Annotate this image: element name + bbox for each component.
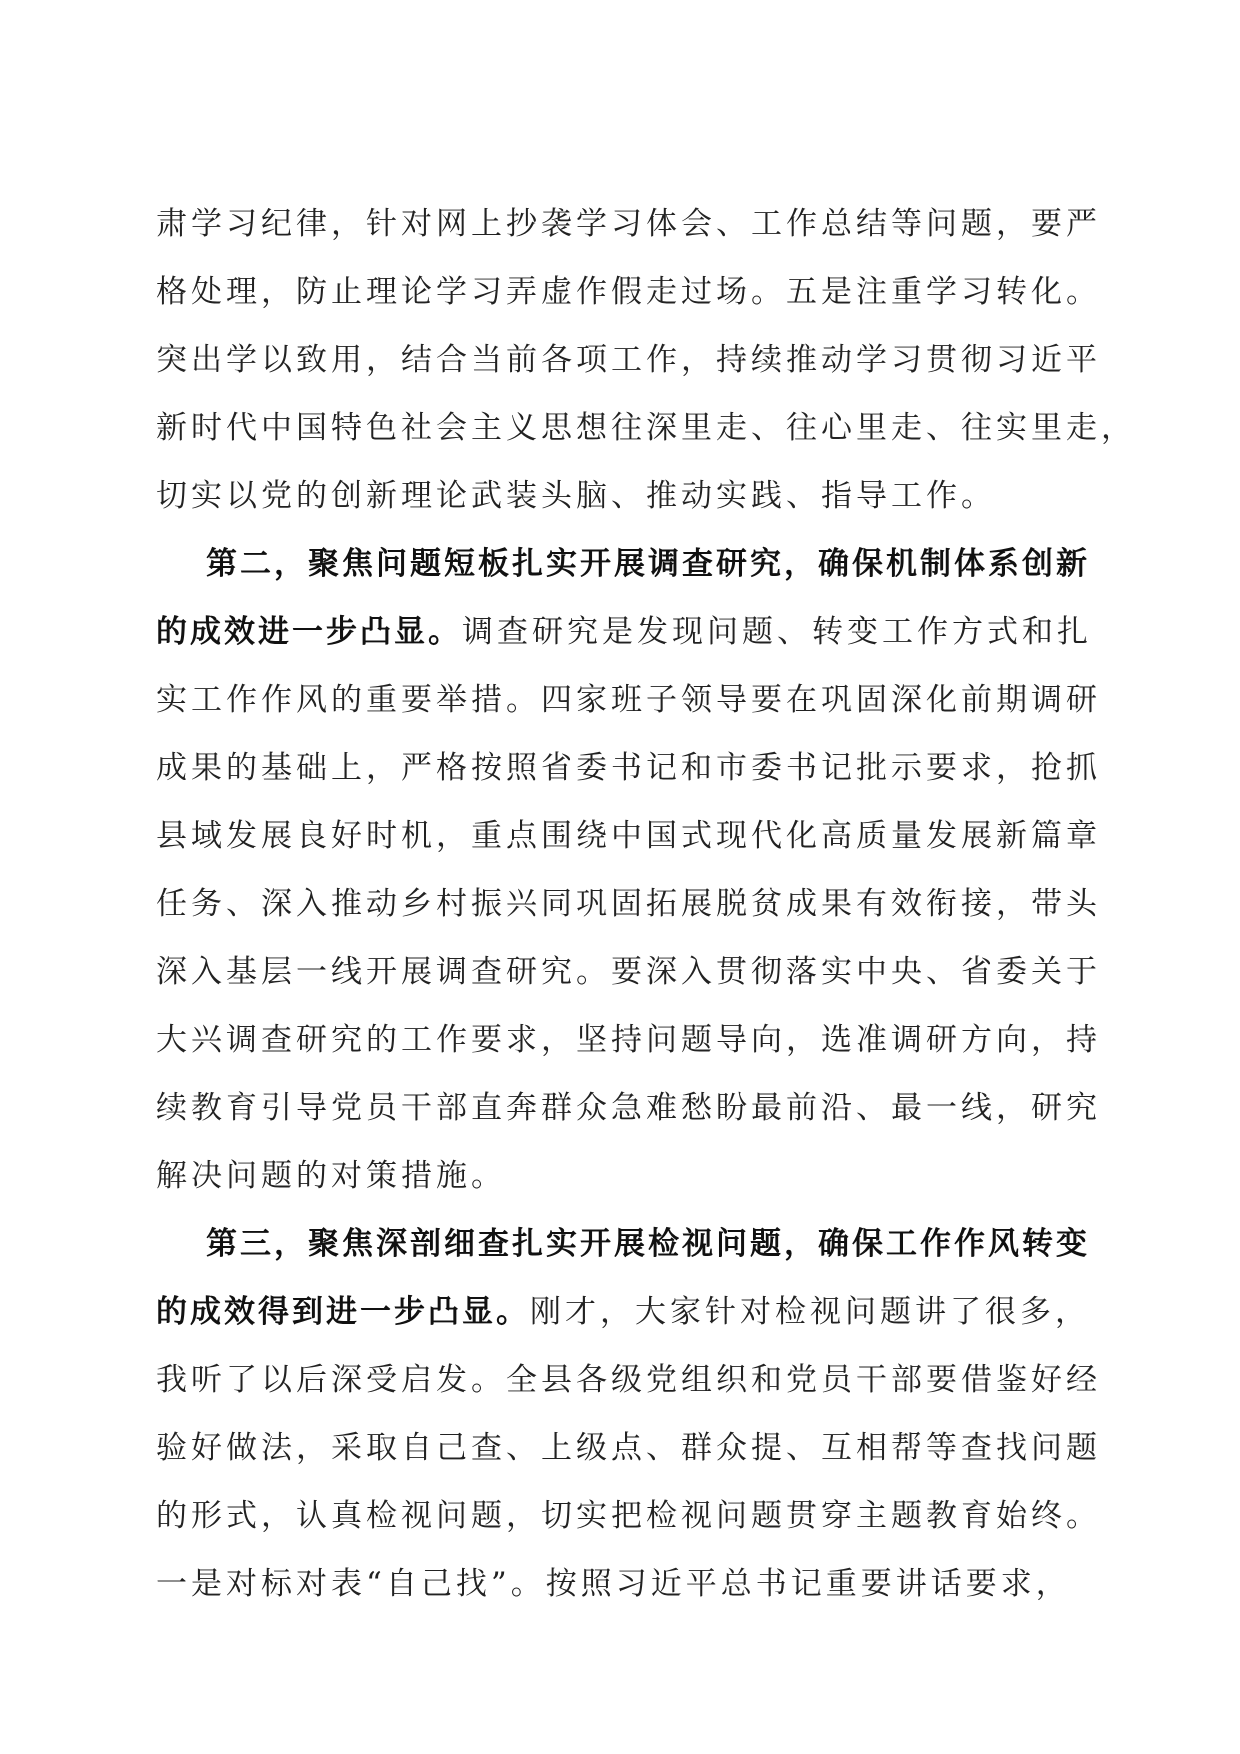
body-line: 肃学习纪律，针对网上抄袭学习体会、工作总结等问题，要严 xyxy=(156,206,1101,242)
section-3-heading-continuation xyxy=(156,1278,1090,1346)
body-line: 实工作作风的重要举措。四家班子领导要在巩固深化前期调研 xyxy=(156,682,1101,718)
body-line: 成果的基础上，严格按照省委书记和市委书记批示要求，抢抓 xyxy=(156,750,1101,786)
body-line: 格处理，防止理论学习弄虚作假走过场。五是注重学习转化。 xyxy=(156,274,1101,310)
body-line: 深入基层一线开展调查研究。要深入贯彻落实中央、省委关于 xyxy=(156,954,1101,990)
section-2-heading-continuation xyxy=(156,598,1092,666)
section-3-heading xyxy=(156,1210,1090,1278)
document-body xyxy=(156,190,1136,1618)
section-2-body-start: 调查研究是发现问题、转变工作方式和扎 xyxy=(462,614,1092,650)
body-line: 县域发展良好时机，重点围绕中国式现代化高质量发展新篇章 xyxy=(156,818,1101,854)
body-line: 解决问题的对策措施。 xyxy=(156,1158,506,1194)
section-3-heading-text: 第三，聚焦深剖细查扎实开展检视问题，确保工作作风转变 xyxy=(206,1226,1090,1262)
body-line: 验好做法，采取自己查、上级点、群众提、互相帮等查找问题 xyxy=(156,1430,1101,1466)
body-line: 我听了以后深受启发。全县各级党组织和党员干部要借鉴好经 xyxy=(156,1362,1101,1398)
body-line: 新时代中国特色社会主义思想往深里走、往心里走、往实里走， xyxy=(156,410,1136,446)
body-line: 一是对标对表“自己找”。按照习近平总书记重要讲话要求， xyxy=(156,1566,1071,1602)
body-line: 的形式，认真检视问题，切实把检视问题贯穿主题教育始终。 xyxy=(156,1498,1101,1534)
body-line: 突出学以致用，结合当前各项工作，持续推动学习贯彻习近平 xyxy=(156,342,1101,378)
body-line: 续教育引导党员干部直奔群众急难愁盼最前沿、最一线，研究 xyxy=(156,1090,1101,1126)
section-2-heading-end: 的成效进一步凸显。 xyxy=(156,614,462,650)
body-line: 任务、深入推动乡村振兴同巩固拓展脱贫成果有效衔接，带头 xyxy=(156,886,1101,922)
section-2-heading-text: 第二，聚焦问题短板扎实开展调查研究，确保机制体系创新 xyxy=(206,546,1090,582)
body-line: 切实以党的创新理论武装头脑、推动实践、指导工作。 xyxy=(156,478,996,514)
body-line: 大兴调查研究的工作要求，坚持问题导向，选准调研方向，持 xyxy=(156,1022,1101,1058)
section-2-heading xyxy=(156,530,1090,598)
section-3-body-start: 刚才，大家针对检视问题讲了很多， xyxy=(530,1294,1090,1330)
section-3-heading-end: 的成效得到进一步凸显。 xyxy=(156,1294,530,1330)
